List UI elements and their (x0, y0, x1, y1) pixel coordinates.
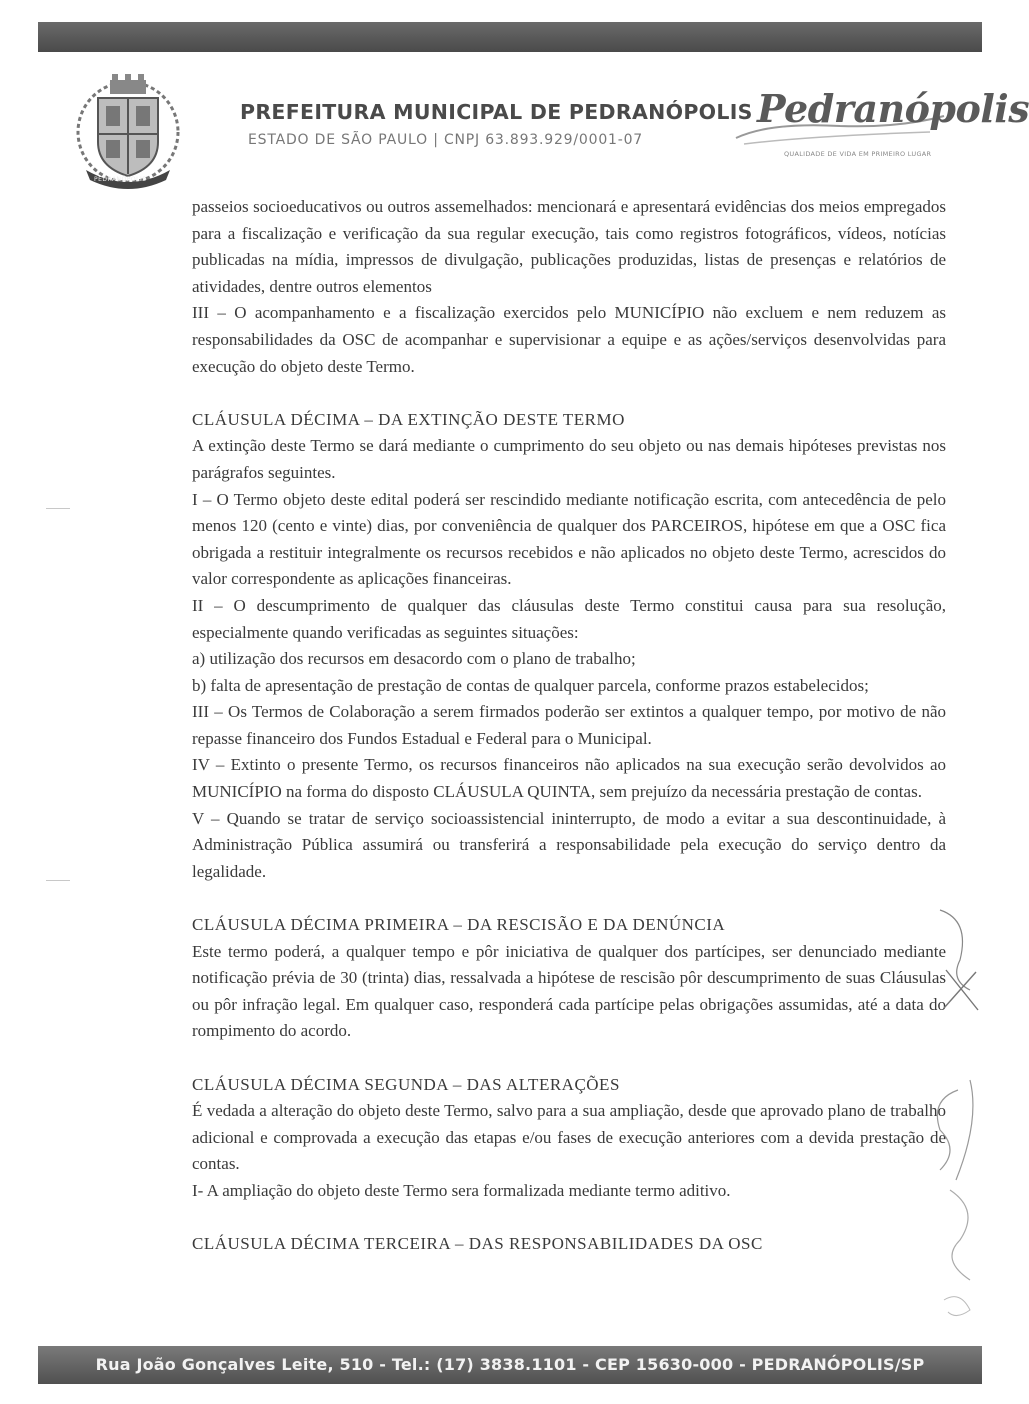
paragraph: III – O acompanhamento e a fiscalização exercidos pelo MUNICÍPIO não excluem e nem reduzem as responsabilidades da OSC de acompanhar e supervisionar a equipe e as ações/serviços desenvolvidas para execução do objeto deste Termo. (192, 303, 946, 376)
clause-heading: CLÁUSULA DÉCIMA PRIMEIRA – DA RESCISÃO E DA DENÚNCIA (192, 915, 726, 935)
paragraph: V – Quando se tratar de serviço socioassistencial ininterrupto, de modo a evitar a sua descontinuidade, à Administração Pública assumirá ou transferirá a responsabilidade pela execução do serviço dentro da legalidade. (192, 808, 946, 881)
header-bar (38, 22, 982, 52)
paragraph: b) falta de apresentação de prestação de contas de qualquer parcela, conforme prazos estabelecidos; (192, 675, 869, 695)
crest-ribbon-text: PEDRANÓPOLIS (94, 176, 147, 183)
paragraph: IV – Extinto o presente Termo, os recursos financeiros não aplicados na sua execução serão devolvidos ao MUNICÍPIO na forma do disposto CLÁUSULA QUINTA, sem prejuízo da necessária prestação de contas. (192, 755, 946, 802)
handwritten-initials-icon (900, 880, 990, 1340)
clause-heading: CLÁUSULA DÉCIMA TERCEIRA – DAS RESPONSABILIDADES DA OSC (192, 1234, 763, 1254)
clause-heading: CLÁUSULA DÉCIMA – DA EXTINÇÃO DESTE TERMO (192, 409, 625, 429)
margin-mark (46, 508, 70, 509)
paragraph: III – Os Termos de Colaboração a serem firmados poderão ser extintos a qualquer tempo, por motivo de não repasse financeiro dos Fundos Estadual e Federal para o Municipal. (192, 702, 946, 748)
paragraph: I – O Termo objeto deste edital poderá ser rescindido mediante notificação escrita, com antecedência de pelo menos 120 (cento e vinte) dias, por conveniência de qualquer dos PARCEIROS, hipótese em que a OSC fica obrigada a restituir integralmente os recursos recebidos e não aplicados no objeto deste Termo, acrescidos do valor correspondente as aplicações financeiras. (192, 489, 946, 589)
paragraph: passeios socioeducativos ou outros assemelhados: mencionará e apresentará evidências dos meios empregados para a fiscalização e verificação da sua regular execução, tais como registros fotográficos, vídeos, notícias publicadas na mídia, impressos de divulgação, publicações produzidas, listas de presenças e relatórios de atividades, dentre outros elementos (192, 197, 946, 296)
paragraph: a) utilização dos recursos em desacordo com o plano de trabalho; (192, 649, 636, 669)
page-title: PREFEITURA MUNICIPAL DE PEDRANÓPOLIS (240, 100, 753, 124)
footer-address: Rua João Gonçalves Leite, 510 - Tel.: (17) 3838.1101 - CEP 15630-000 - PEDRANÓPOLIS/SP (38, 1346, 982, 1384)
paragraph: A extinção deste Termo se dará mediante o cumprimento do seu objeto ou nas demais hipóteses previstas nos parágrafos seguintes. (192, 436, 946, 482)
paragraph: I- A ampliação do objeto deste Termo sera formalizada mediante termo aditivo. (192, 1180, 731, 1200)
page-subtitle: ESTADO DE SÃO PAULO | CNPJ 63.893.929/0001-07 (248, 132, 643, 148)
logo-wordmark: Pedranópolis (757, 86, 1029, 131)
clause-heading: CLÁUSULA DÉCIMA SEGUNDA – DAS ALTERAÇÕES (192, 1074, 620, 1094)
paragraph: II – O descumprimento de qualquer das cláusulas deste Termo constitui causa para sua resolução, especialmente quando verificadas as seguintes situações: (192, 595, 946, 642)
logo-tagline: QUALIDADE DE VIDA EM PRIMEIRO LUGAR (784, 150, 932, 158)
municipal-crest-icon (72, 72, 184, 190)
paragraph: É vedada a alteração do objeto deste Termo, salvo para a sua ampliação, desde que aprovado plano de trabalho adicional e comprovada a execução das etapas e/ou fases de execução anteriores com a devida prestação de contas. (192, 1101, 946, 1174)
paragraph: Este termo poderá, a qualquer tempo e pôr iniciativa de qualquer dos partícipes, ser denunciado mediante notificação prévia de 30 (trinta) dias, ressalvada a hipótese de rescisão pôr descumprimento de suas Cláusulas ou pôr infração legal. Em qualquer caso, responderá cada partícipe pelas obrigações assumidas, até a data do rompimento do acordo. (192, 941, 946, 1041)
margin-mark (46, 880, 70, 881)
document-body (192, 194, 946, 1258)
